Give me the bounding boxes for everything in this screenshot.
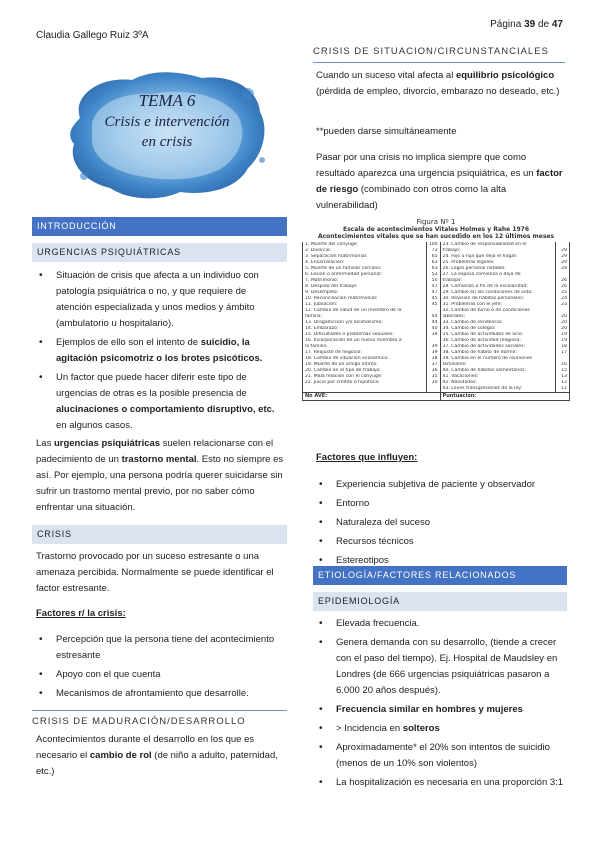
event-score: 50	[426, 278, 440, 284]
figure-title: Figura Nº 1	[416, 218, 456, 226]
author-name: Claudia Gallego Ruiz 3ºA	[36, 30, 149, 41]
event-label: 33. Cambio de residencia:	[440, 320, 555, 326]
subsection-heading-crisis: CRISIS	[32, 525, 287, 544]
event-label: 31. Problemas con el jefe:	[440, 302, 555, 308]
event-score: 29	[556, 260, 570, 266]
event-score: 39	[426, 350, 440, 356]
event-label: trabajo:	[440, 248, 555, 254]
factores-influyen-label: Factores que influyen:	[316, 452, 418, 463]
event-score: 39	[426, 332, 440, 338]
life-events-scale-figure	[302, 218, 570, 424]
subsection-heading-maduracion: CRISIS DE MADURACIÓN/DESARROLLO	[32, 710, 287, 727]
event-score: 73	[426, 248, 440, 254]
event-score: 39	[426, 344, 440, 350]
event-score: 29	[556, 248, 570, 254]
event-label: 38. Cambio de hábito de dormir:	[440, 350, 555, 356]
event-label: 7. Matrimonio:	[303, 278, 427, 284]
event-label: 25. Problemas legales:	[440, 260, 555, 266]
subsection-heading-urgencias: URGENCIAS PSIQUIÁTRICAS	[32, 243, 287, 262]
event-label: 42. Navidades:	[440, 380, 555, 386]
event-label: 14. Embarazo:	[303, 326, 427, 332]
event-label: 30. Revisión de hábitos personales:	[440, 296, 555, 302]
epidemiologia-list	[316, 616, 566, 794]
list-item: • Aproximadamente* el 20% son intentos de suicidio (menos de un 10% son violentos)	[316, 740, 566, 772]
event-label: 11. Jubilación:	[303, 302, 427, 308]
event-score: 63	[426, 260, 440, 266]
subsection-heading-epidemiologia: EPIDEMIOLOGÍA	[313, 592, 567, 611]
event-score: 44	[426, 314, 440, 320]
event-label: 18. Cambio de situación económica:	[303, 356, 427, 362]
subsection-heading-situacion: CRISIS DE SITUACION/CIRCUNSTANCIALES	[313, 46, 565, 63]
figure-subtitle: Escala de acontecimientos Vitales Holmes y Rahe 1976	[342, 226, 530, 233]
urgencias-paragraph: Las urgencias psiquiátricas suelen relacionarse con el padecimiento de un trastorno mental. Esto no siempre es así. Por ejemplo, una persona podría querer suicidarse sin sufrir un trastorno mental previo, por no saber cómo enfrentar una situación.	[36, 438, 284, 513]
figure-subtitle: Acontecimientos vitales que se han sucedido en los 12 últimos meses	[317, 233, 555, 240]
event-score: 26	[556, 278, 570, 284]
event-score: 20	[556, 326, 570, 332]
event-label: 20. Cambio en el tipo de trabajo:	[303, 368, 427, 374]
simultaneas-note: **pueden darse simultáneamente	[316, 126, 457, 137]
event-score: 45	[426, 302, 440, 308]
event-score: 44	[426, 320, 440, 326]
event-label: la familia:	[303, 344, 427, 350]
list-item: • Ejemplos de ello son el intento de suicidio, la agitación psicomotriz o los brotes psicóticos.	[36, 335, 276, 367]
event-label: 8. Despido del trabajo:	[303, 284, 427, 290]
event-label: 1. Muerte del cónyuge:	[303, 242, 427, 248]
event-score: 30	[426, 380, 440, 386]
event-label: 23. Cambio de responsabilidad en el	[440, 242, 555, 248]
list-item: • Percepción que la persona tiene del acontecimiento estresante	[36, 632, 276, 664]
event-score: 19	[556, 332, 570, 338]
event-label: 29. Cambio en las condiciones de vida:	[440, 290, 555, 296]
event-label: 10. Reconciliación matrimonial:	[303, 296, 427, 302]
event-label: 35. Cambio de actividades de ocio:	[440, 332, 555, 338]
page-number: Página 39 de 47	[490, 19, 563, 30]
event-label: 6. Lesión o enfermedad personal:	[303, 272, 427, 278]
event-score: 17	[556, 350, 570, 356]
event-label: 36. Cambio de actividad religiosa:	[440, 338, 555, 344]
event-label: 17. Reajuste de negocio:	[303, 350, 427, 356]
list-item: • Un factor que puede hacer diferir este tipo de urgencias de otras es la posible presencia de alucinaciones o comportamiento disruptivo, etc. en algunos casos.	[36, 370, 276, 434]
factores-influyen-list	[316, 477, 566, 572]
event-label: 4. Encarcelación:	[303, 260, 427, 266]
event-label: familiares:	[440, 362, 555, 368]
event-score: 65	[426, 254, 440, 260]
topic-title: TEMA 6 Crisis e intervención en crisis	[104, 91, 230, 150]
urgencias-list	[36, 268, 276, 437]
event-score: 15	[556, 368, 570, 374]
list-item: • Elevada frecuencia.	[316, 616, 566, 632]
event-score: 35	[426, 374, 440, 380]
list-item: • Naturaleza del suceso	[316, 515, 566, 531]
event-score: 11	[556, 386, 570, 393]
table-footer	[303, 393, 570, 401]
event-score: 18	[556, 344, 570, 350]
list-item: • Recursos técnicos	[316, 534, 566, 550]
event-score: 63	[426, 266, 440, 272]
factores-crisis-list	[36, 632, 276, 705]
list-item: • Mecanismos de afrontamiento que desarrolle.	[36, 686, 276, 702]
event-label: laborales:	[440, 314, 555, 320]
event-score: 19	[556, 338, 570, 344]
event-score: 40	[426, 326, 440, 332]
event-label: 41. Vacaciones:	[440, 374, 555, 380]
list-item: • La hospitalización es necesaria en una proporción 3:1	[316, 775, 566, 791]
event-label: familia:	[303, 314, 427, 320]
event-label: 26. Logro personal notable:	[440, 266, 555, 272]
event-score: 37	[426, 362, 440, 368]
event-score: 45	[426, 296, 440, 302]
event-label: 9. Desempleo:	[303, 290, 427, 296]
list-item: • Genera demanda con su desarrollo, (tiende a crecer con el paso del tiempo). Ej. Hospital de Maudsley en Londres (de 666 urgencias psiquiátricas pasaron a 6.000 20 años después).	[316, 635, 566, 699]
event-score: 20	[556, 314, 570, 320]
event-label: 15. Dificultades o problemas sexuales:	[303, 332, 427, 338]
event-label: 21. Mala relación con el cónyuge:	[303, 374, 427, 380]
list-item: • Estereotipos	[316, 553, 566, 569]
urgencia-paragraph: Pasar por una crisis no implica siempre que como resultado aparezca una urgencia psiquiátrica, es un factor de riesgo (combinado con otros como la alta vulnerabilidad)	[316, 152, 563, 211]
event-score: 53	[426, 272, 440, 278]
event-score: 47	[426, 284, 440, 290]
event-label: 24. Hijo o hija que deja el hogar:	[440, 254, 555, 260]
event-label: 34. Cambio de colegio:	[440, 326, 555, 332]
crisis-paragraph: Trastorno provocado por un suceso estresante o una amenaza percibida. Normalmente se puede identificar el factor estresante.	[36, 551, 274, 594]
event-label: 2. Divorcio:	[303, 248, 427, 254]
list-item: • Apoyo con el que cuenta	[36, 667, 276, 683]
event-label: 40. Cambio de hábitos alimentarios:	[440, 368, 555, 374]
event-score: 26	[556, 284, 570, 290]
list-item: • Experiencia subjetiva de paciente y observador	[316, 477, 566, 493]
no-ave-label: No AVE:	[303, 393, 441, 401]
event-label: 13. Drogadicción y/o alcoholismo:	[303, 320, 427, 326]
event-score: 100	[426, 242, 440, 248]
event-label: 27. La esposa comienza o deja de	[440, 272, 555, 278]
section-heading-intro: INTRODUCCIÓN	[32, 217, 287, 236]
list-item: • > Incidencia en solteros	[316, 721, 566, 737]
event-score: 38	[426, 356, 440, 362]
event-label: 43. Leves transgresiones de la ley:	[440, 386, 555, 393]
event-score: 16	[556, 362, 570, 368]
section-heading-etiologia: ETIOLOGÍA/FACTORES RELACIONADOS	[313, 566, 567, 585]
event-label: 12. Cambio de salud de un miembro de la	[303, 308, 427, 314]
list-item: • Situación de crisis que afecta a un individuo con patología psiquiátrica o no, y que requiere de atención especializada y unos medios y ámbito (ambulatorio u hospitalario).	[36, 268, 276, 332]
event-label: 39. Cambio en el número de reuniones	[440, 356, 555, 362]
factores-crisis-label: Factores r/ la crisis:	[36, 608, 126, 619]
list-item: • Entorno	[316, 496, 566, 512]
puntuacion-label: Puntuación:	[440, 393, 569, 401]
event-score: 24	[556, 296, 570, 302]
event-label: 32. Cambio de turno o de condiciones	[440, 308, 555, 314]
event-label: 3. Separación matrimonial:	[303, 254, 427, 260]
event-score: 25	[556, 290, 570, 296]
event-label: 5. Muerte de un familiar cercano:	[303, 266, 427, 272]
situacion-paragraph: Cuando un suceso vital afecta al equilibrio psicológico (pérdida de empleo, divorcio, embarazo no deseado, etc.)	[316, 70, 560, 97]
event-score: 47	[426, 290, 440, 296]
event-label: 22. Juicio por crédito o hipoteca:	[303, 380, 427, 386]
event-score: 20	[556, 320, 570, 326]
list-item: • Frecuencia similar en hombres y mujeres	[316, 702, 566, 718]
event-score: 12	[556, 380, 570, 386]
event-label: trabajar:	[440, 278, 555, 284]
event-label: 19. Muerte de un amigo íntimo:	[303, 362, 427, 368]
event-score: 23	[556, 302, 570, 308]
event-score: 28	[556, 266, 570, 272]
event-score: 13	[556, 374, 570, 380]
event-score: 29	[556, 254, 570, 260]
event-label: 37. Cambio de actividades sociales:	[440, 344, 555, 350]
maduracion-paragraph: Acontecimientos durante el desarrollo en los que es necesario el cambio de rol (de niño a adulto, paternidad, etc.)	[36, 734, 278, 777]
event-label: 28. Comienzo o fin de la escolaridad:	[440, 284, 555, 290]
life-events-table	[302, 242, 570, 401]
event-label: 16. Incorporación de un nuevo miembro a	[303, 338, 427, 344]
event-score: 36	[426, 368, 440, 374]
